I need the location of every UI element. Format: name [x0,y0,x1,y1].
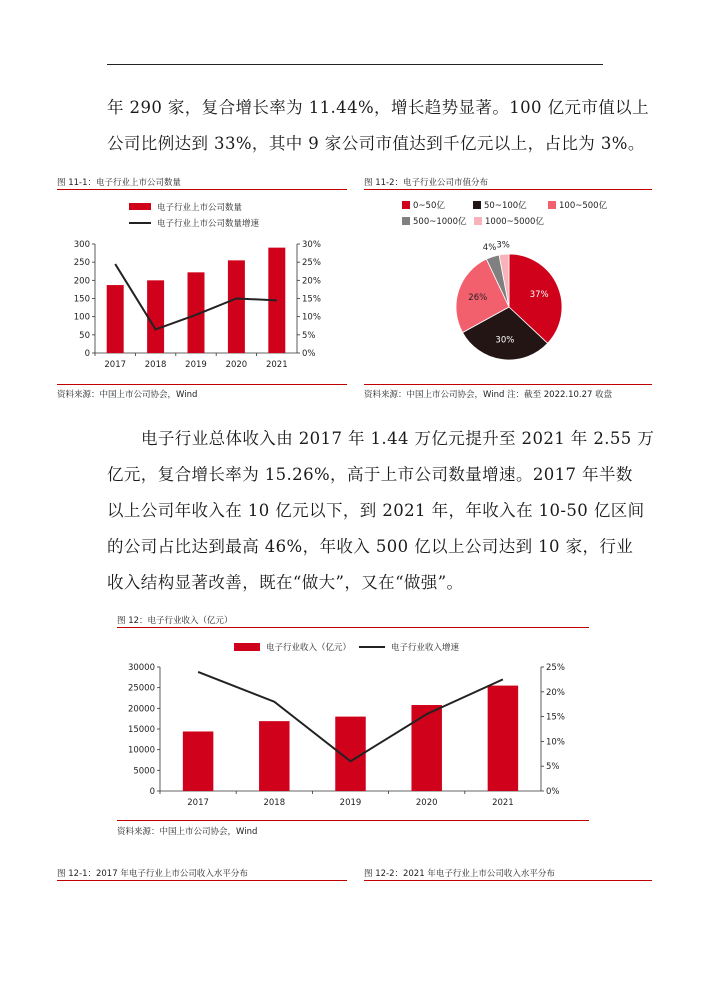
fig12-source: 资料来源：中国上市公司协会，Wind [117,827,258,837]
fig11-1-xtick-label: 2019 [185,360,207,370]
fig11-2-legend-swatch [473,201,481,209]
fig11-2-slice-label: 37% [529,289,549,300]
fig11-2-legend-swatch [402,217,410,225]
fig11-1-y2tick-label: 15% [302,294,321,305]
fig11-1-ytick-label: 150 [73,294,90,305]
fig11-2-legend-swatch [402,201,410,209]
fig11-1-y2tick-label: 5% [302,330,316,341]
fig12-bar [411,705,441,791]
fig11-1-ytick-label: 100 [73,312,90,323]
fig12-legend-bar-swatch [234,643,260,651]
fig12-1-top-rule [57,880,347,881]
fig11-2-slice-label: 4% [482,243,497,254]
fig11-1-bar [228,260,245,353]
fig11-1-ytick-label: 200 [73,276,90,287]
fig12-legend [234,642,460,653]
fig12-ytick-label: 30000 [127,663,155,673]
fig12-2-top-rule [364,880,652,881]
fig11-1-legend-line-label: 电子行业上市公司数量增速 [157,219,260,229]
fig11-1-xtick-label: 2020 [225,360,248,370]
fig12-ytick-label: 15000 [127,725,155,735]
fig12-bottom-rule [117,820,589,821]
fig11-2-top-rule [364,189,652,190]
fig12-bar [183,731,213,791]
fig11-2-bottom-rule [364,384,652,385]
fig11-1-top-rule [57,189,347,190]
fig12-y2tick-label: 15% [546,712,565,723]
fig12-ytick-label: 20000 [127,704,155,715]
fig11-2-legend-label: 50~100亿 [484,201,527,211]
fig11-1-y2tick-label: 10% [302,312,321,323]
fig12-xtick-label: 2019 [339,798,362,808]
fig11-2-slice-label: 26% [468,292,488,303]
fig11-2-title: 图 11-2：电子行业公司市值分布 [364,178,488,188]
fig11-2-legend-label: 0~50亿 [413,201,445,211]
fig12-1-title: 图 12-1：2017 年电子行业上市公司收入水平分布 [57,869,248,879]
fig11-2-legend-label: 500~1000亿 [413,217,467,227]
fig11-1-y2tick-label: 20% [302,276,321,287]
fig12-xtick-label: 2018 [263,798,286,808]
fig11-1-legend [129,202,260,229]
fig11-1-bar [147,280,164,353]
fig11-1-xtick-label: 2021 [265,360,288,370]
fig11-1-ytick-label: 250 [73,258,90,269]
fig11-1-bar [107,285,124,353]
fig11-1-xtick-label: 2018 [144,360,167,370]
fig12-ytick-label: 5000 [133,766,155,777]
fig12-y2tick-label: 5% [546,762,560,773]
paragraph2-line5: 收入结构显著改善，既在“做大”，又在“做强”。 [107,573,464,592]
paragraph2-line3: 以上公司年收入在 10 亿元以下，到 2021 年，年收入在 10-50 亿区间 [107,501,645,520]
fig11-1-title: 图 11-1：电子行业上市公司数量 [57,178,181,188]
fig12-top-rule [117,627,589,628]
paragraph2-line2: 亿元，复合增长率为 15.26%，高于上市公司数量增速。2017 年半数 [107,465,633,484]
fig11-2-slice-label: 3% [496,240,510,251]
fig11-2-legend-label: 100~500亿 [559,201,608,211]
fig12-ytick-label: 25000 [127,683,155,694]
paragraph2-line1: 电子行业总体收入由 2017 年 1.44 万亿元提升至 2021 年 2.55 万 [141,429,655,448]
fig12-ytick-label: 10000 [127,745,155,756]
fig11-1-chart [57,192,347,380]
fig11-1-bottom-rule [57,384,347,385]
fig11-1-y2tick-label: 25% [302,258,321,269]
fig11-1-ytick-label: 300 [73,240,90,250]
fig12-2-title: 图 12-2：2021 年电子行业上市公司收入水平分布 [364,869,555,879]
fig11-2-legend-swatch [548,201,556,209]
paragraph1-line1: 年 290 家，复合增长率为 11.44%，增长趋势显著。100 亿元市值以上 [107,98,649,117]
fig12-xtick-label: 2020 [415,798,438,808]
paragraph2-line4: 的公司占比达到最高 46%，年收入 500 亿以上公司达到 10 家，行业 [107,537,634,556]
fig12-xtick-label: 2017 [187,798,209,808]
fig11-1-y2tick-label: 30% [302,240,321,250]
fig12-bar [488,686,518,791]
fig11-2-source: 资料来源：中国上市公司协会，Wind 注：截至 2022.10.27 收盘 [364,390,613,400]
fig11-1-y2tick-label: 0% [302,349,316,359]
fig11-1-ytick-label: 50 [79,330,90,341]
fig12-xtick-label: 2021 [492,798,514,808]
fig11-1-xtick-label: 2017 [104,360,127,370]
fig12-ytick-label: 0 [149,787,155,797]
fig12-chart [117,630,589,816]
fig12-legend-line-label: 电子行业收入增速 [391,643,460,653]
fig12-legend-bar-label: 电子行业收入（亿元） [266,643,352,653]
fig11-2-legend-label: 1000~5000亿 [485,217,544,227]
fig12-y2tick-label: 0% [546,787,560,797]
fig12-bar [259,721,289,791]
fig11-1-ytick-label: 0 [84,349,90,359]
fig11-2-chart [364,192,652,380]
fig11-1-legend-bar-swatch [129,203,151,210]
fig12-y2tick-label: 20% [546,687,565,698]
fig12-title: 图 12：电子行业收入（亿元） [117,616,233,626]
fig11-1-source: 资料来源：中国上市公司协会，Wind [57,390,198,400]
fig11-1-legend-bar-label: 电子行业上市公司数量 [157,203,243,213]
fig11-2-legend-swatch [474,217,482,225]
fig12-y2tick-label: 10% [546,737,565,748]
fig12-y2tick-label: 25% [546,663,565,673]
paragraph1-line2: 公司比例达到 33%，其中 9 家公司市值达到千亿元以上，占比为 3%。 [107,134,645,153]
header-rule [107,64,603,65]
fig11-2-slice-label: 30% [495,335,515,346]
